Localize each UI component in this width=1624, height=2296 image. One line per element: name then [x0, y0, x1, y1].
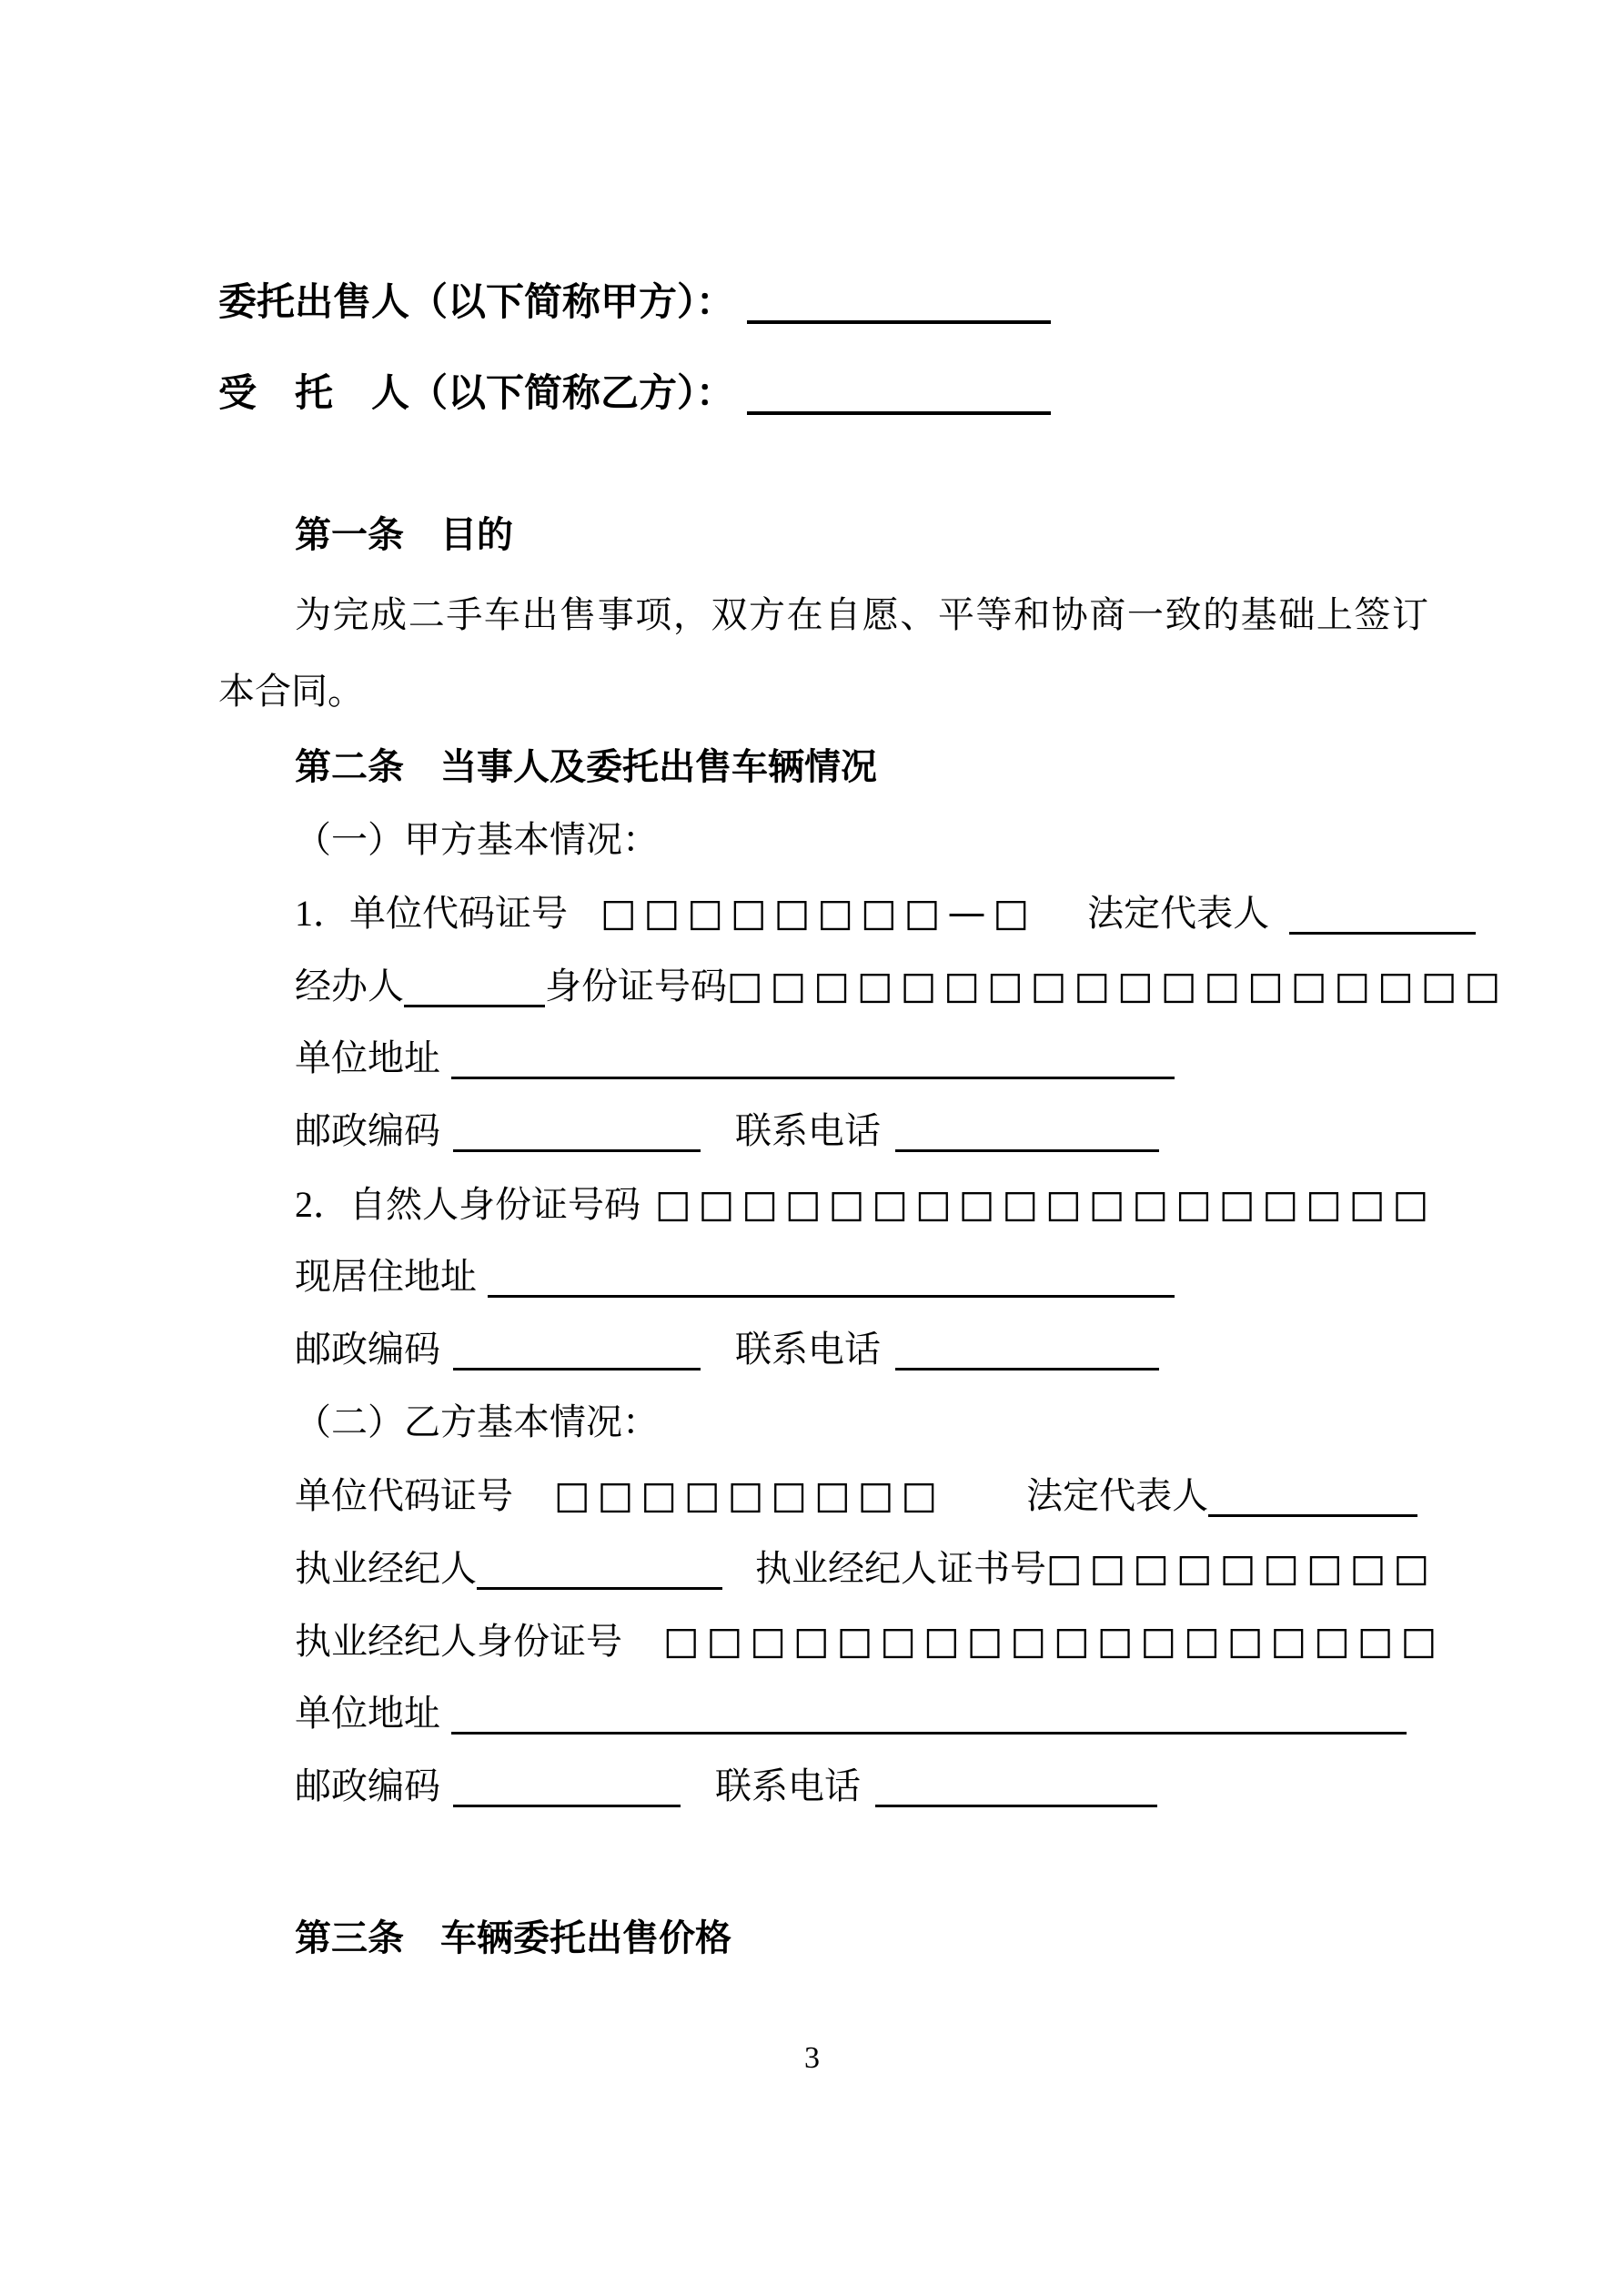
org-code-boxes: □□□□□□□□—□	[600, 890, 1037, 935]
party-b-org-code-line	[218, 1459, 1428, 1532]
party-b-broker-line	[218, 1532, 1437, 1604]
postal-label: 邮政编码	[295, 1329, 440, 1370]
article-1-heading: 第一条 目的	[295, 514, 513, 555]
natural-person-boxes: □□□□□□□□□□□□□□□□□□	[655, 1181, 1437, 1226]
org-code-label: 1．单位代码证号	[295, 893, 568, 934]
broker-id-boxes: □□□□□□□□□□□□□□□□□□	[663, 1618, 1445, 1663]
party-a-label: 委托出售人（以下简称甲方）：	[218, 282, 735, 324]
natural-person-label: 2．自然人身份证号码	[295, 1184, 641, 1225]
postal-blank	[453, 1149, 701, 1152]
broker-cert-label: 执业经纪人证书号	[755, 1548, 1046, 1589]
party-b-line	[218, 358, 1428, 430]
legal-rep-blank	[1289, 932, 1476, 935]
page-content	[218, 267, 1508, 1975]
org-code-label: 单位代码证号	[295, 1475, 513, 1516]
phone-label: 联系电话	[715, 1765, 861, 1806]
legal-rep-blank	[1208, 1514, 1417, 1517]
party-a-agent-line	[218, 949, 1508, 1022]
party-b-name-blank	[747, 411, 1051, 415]
party-a-name-blank	[747, 320, 1051, 324]
party-a-postal-phone-line	[218, 1095, 1428, 1168]
legal-rep-label: 法定代表人	[1026, 1475, 1209, 1516]
page-number: 3	[804, 2041, 820, 2075]
party-b-broker-id-line	[218, 1604, 1445, 1677]
party-a-org-code-line	[218, 876, 1428, 949]
agent-name-blank	[404, 1005, 545, 1007]
agent-id-label: 身份证号码	[545, 966, 727, 1006]
org-code-boxes: □□□□□□□□□	[554, 1472, 945, 1517]
postal-label: 邮政编码	[295, 1110, 440, 1151]
phone-label: 联系电话	[735, 1110, 881, 1151]
postal-blank-2	[453, 1368, 701, 1371]
address-label: 单位地址	[295, 1037, 440, 1078]
broker-label: 执业经纪人	[295, 1548, 477, 1589]
postal-blank	[453, 1805, 681, 1807]
article-1-body-line-2: 本合同。	[218, 671, 364, 712]
residence-label: 现居住地址	[295, 1256, 477, 1297]
article-1-body-line-1: 为完成二手车出售事项，双方在自愿、平等和协商一致的基础上签订	[295, 594, 1428, 635]
broker-name-blank	[477, 1587, 722, 1590]
agent-label: 经办人	[295, 966, 404, 1006]
party-a-natural-person-line	[218, 1168, 1437, 1240]
broker-id-label: 执业经纪人身份证号	[295, 1621, 622, 1662]
address-blank	[451, 1732, 1407, 1735]
party-b-postal-phone-line	[218, 1750, 1428, 1823]
broker-cert-boxes: □□□□□□□□□	[1046, 1545, 1437, 1590]
party-b-address-line	[218, 1677, 1428, 1750]
party-b-section-title: （二）乙方基本情况：	[295, 1401, 659, 1442]
postal-label: 邮政编码	[295, 1765, 440, 1806]
party-a-residence-line	[218, 1240, 1428, 1313]
address-label: 单位地址	[295, 1693, 440, 1734]
party-a-postal-phone-line-2	[218, 1313, 1428, 1386]
article-3-heading: 第三条 车辆委托出售价格	[295, 1917, 731, 1958]
party-b-label: 受 托 人（以下简称乙方）：	[218, 373, 735, 415]
party-a-section-title: （一）甲方基本情况：	[295, 819, 659, 860]
agent-id-boxes: □□□□□□□□□□□□□□□□□□	[727, 963, 1508, 1007]
residence-blank	[488, 1295, 1175, 1298]
article-2-heading: 第二条 当事人及委托出售车辆情况	[295, 746, 877, 787]
phone-label: 联系电话	[735, 1329, 881, 1370]
address-blank	[451, 1077, 1175, 1079]
phone-blank	[875, 1805, 1157, 1807]
legal-rep-label: 法定代表人	[1087, 893, 1270, 934]
phone-blank-2	[895, 1368, 1159, 1371]
party-a-address-line	[218, 1022, 1428, 1095]
phone-blank	[895, 1149, 1159, 1152]
party-a-line	[218, 267, 1428, 339]
